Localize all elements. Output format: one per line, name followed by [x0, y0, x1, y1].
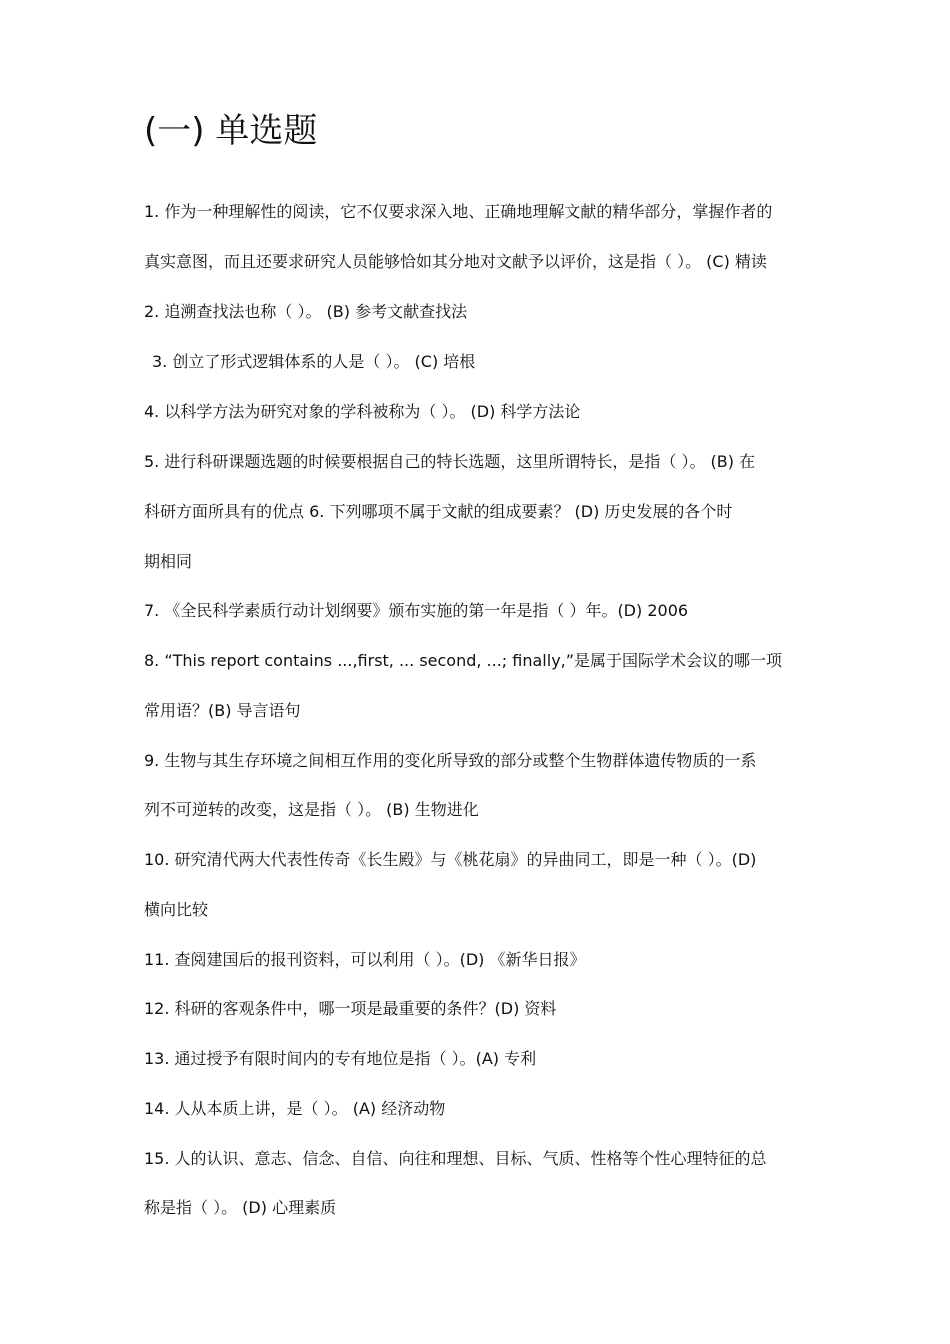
question-5-6-line: 科研方面所具有的优点 6. 下列哪项不属于文献的组成要素？ (D) 历史发展的各个时	[144, 502, 733, 521]
question-15-line-2: 称是指（ ）。 (D) 心理素质	[144, 1198, 337, 1217]
question-12: 12. 科研的客观条件中，哪一项是最重要的条件？(D) 资料	[144, 999, 557, 1018]
question-5-line-1: 5. 进行科研课题选题的时候要根据自己的特长选题，这里所谓特长，是指（ ）。 (B) 在	[144, 452, 756, 471]
question-9-line-2: 列不可逆转的改变，这是指（ ）。 (B) 生物进化	[144, 800, 479, 819]
question-1-line-2: 真实意图，而且还要求研究人员能够恰如其分地对文献予以评价，这是指（ ）。 (C) 精读	[144, 252, 767, 271]
question-11: 11. 查阅建国后的报刊资料，可以利用（ ）。(D) 《新华日报》	[144, 950, 586, 969]
question-8-line-1: 8. “This report contains ...,first, ... second, ...; finally,”是属于国际学术会议的哪一项	[144, 651, 783, 670]
question-10-line-2: 横向比较	[144, 900, 209, 919]
question-4: 4. 以科学方法为研究对象的学科被称为（ ）。 (D) 科学方法论	[144, 402, 581, 421]
section-title: (一) 单选题	[144, 111, 318, 151]
question-15-line-1: 15. 人的认识、意志、信念、自信、向往和理想、目标、气质、性格等个性心理特征的总	[144, 1149, 767, 1168]
question-7: 7. 《全民科学素质行动计划纲要》颁布实施的第一年是指（ ）年。(D) 2006	[144, 601, 689, 620]
question-8-line-2: 常用语？(B) 导言语句	[144, 701, 301, 720]
question-2: 2. 追溯查找法也称（ ）。 (B) 参考文献查找法	[144, 302, 468, 321]
question-9-line-1: 9. 生物与其生存环境之间相互作用的变化所导致的部分或整个生物群体遗传物质的一系	[144, 751, 757, 770]
question-13: 13. 通过授予有限时间内的专有地位是指（ ）。(A) 专利	[144, 1049, 537, 1068]
question-6-line-2: 期相同	[144, 552, 193, 571]
question-1-line-1: 1. 作为一种理解性的阅读，它不仅要求深入地、正确地理解文献的精华部分，掌握作者的	[144, 202, 773, 221]
question-14: 14. 人从本质上讲，是（ ）。 (A) 经济动物	[144, 1099, 446, 1118]
question-3: 3. 创立了形式逻辑体系的人是（ ）。 (C) 培根	[152, 352, 476, 371]
question-10-line-1: 10. 研究清代两大代表性传奇《长生殿》与《桃花扇》的异曲同工，即是一种（ ）。(D)	[144, 850, 757, 869]
